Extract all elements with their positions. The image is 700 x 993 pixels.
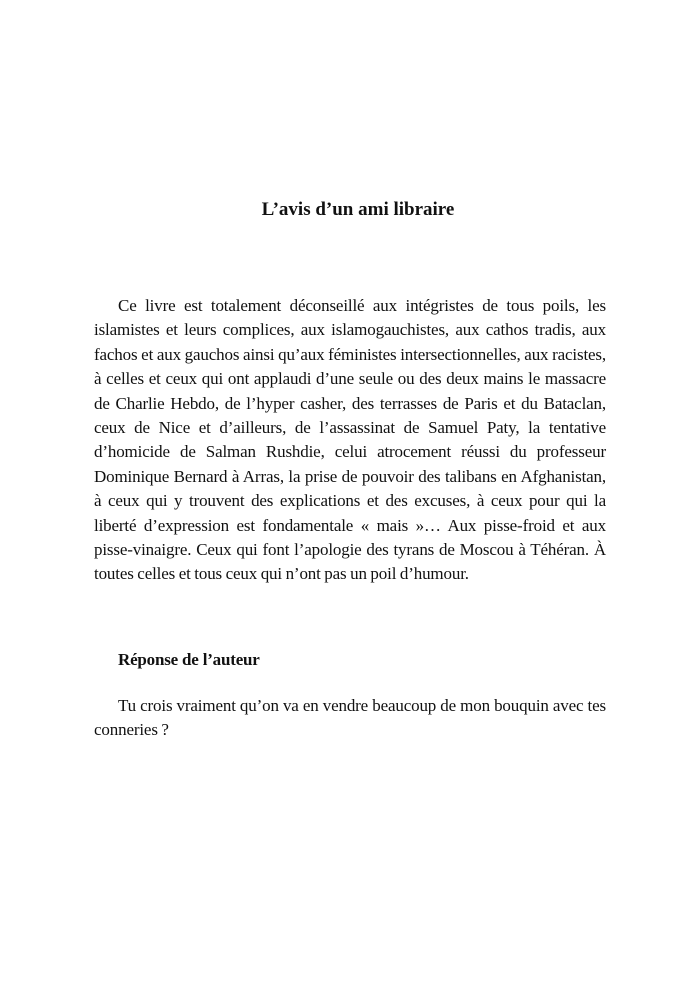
page-title: L’avis d’un ami libraire — [261, 199, 455, 220]
body-paragraph-friend-opinion: Ce livre est totalement déconseillé aux intégristes de tous poils, les islamistes et leurs complices, aux islamogauchistes, aux cathos tradis, aux fachos et aux gauchos ainsi qu’aux féministes intersectionnelles, aux racistes, à celles et ceux qui ont applaudi d’une seule ou des deux mains le massacre de Charlie Hebdo, de l’hyper casher, des terrasses de Paris et du Bataclan, ceux de Nice et d’ailleurs, de l’assassinat de Samuel Paty, la tentative d’homicide de Salman Rushdie, celui atrocement réussi du professeur Dominique Bernard à Arras, la prise de pouvoir des talibans en Afghanistan, à ceux qui y trouvent des explications et des excuses, à ceux pour qui la liberté d’expression est fondamentale « mais »… Aux pisse-froid et aux pisse-vinaigre. Ceux qui font l’apologie des tyrans de Moscou à Téhéran. À toutes celles et tous ceux qui n’ont pas un poil d’humour. — [94, 296, 606, 584]
section-heading-author-response: Réponse de l’auteur — [118, 650, 260, 669]
body-paragraph-author-response: Tu crois vraiment qu’on va en vendre beaucoup de mon bouquin avec tes conneries ? — [94, 696, 606, 740]
